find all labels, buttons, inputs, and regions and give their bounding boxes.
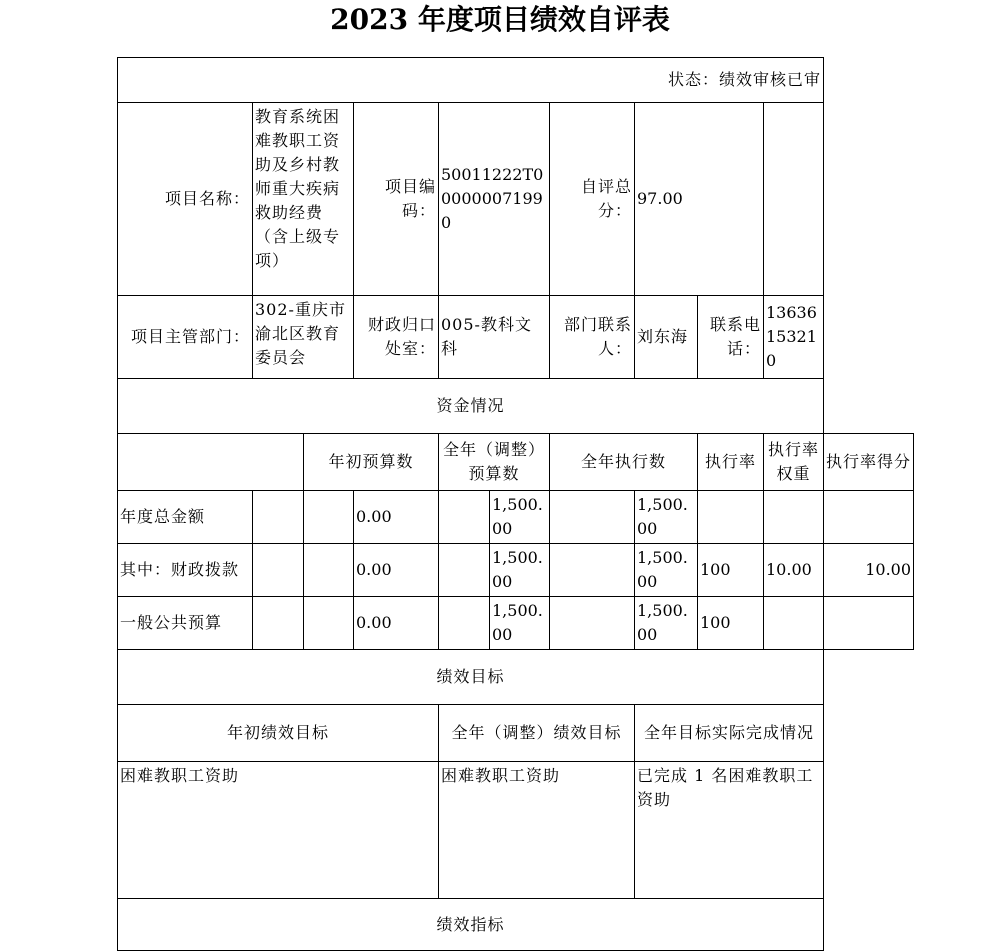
phone-label: 联系电话： (698, 296, 764, 379)
execution-header: 全年执行数 (550, 434, 698, 491)
score-value-cell (824, 597, 914, 650)
initial-goal-value: 困难教职工资助 (118, 762, 439, 899)
finance-value: 005-教科文科 (439, 296, 550, 379)
empty-cell (550, 544, 635, 597)
empty-cell (439, 544, 490, 597)
adjusted-value: 1,500.00 (490, 491, 550, 544)
weight-header: 执行率权重 (764, 434, 824, 491)
empty-cell (439, 491, 490, 544)
weight-value: 10.00 (764, 544, 824, 597)
execution-value: 1,500.00 (635, 597, 698, 650)
initial-budget-header: 年初预算数 (304, 434, 439, 491)
actual-goal-header: 全年目标实际完成情况 (635, 705, 824, 762)
empty-cell (253, 491, 304, 544)
project-name-label: 项目名称： (118, 103, 253, 296)
indicators-section-title: 绩效指标 (118, 899, 824, 951)
project-code-label: 项目编码： (354, 103, 439, 296)
empty-cell (253, 597, 304, 650)
rate-header: 执行率 (698, 434, 764, 491)
initial-goal-header: 年初绩效目标 (118, 705, 439, 762)
initial-value: 0.00 (354, 597, 439, 650)
dept-value: 302-重庆市渝北区教育委员会 (253, 296, 354, 379)
score-value-cell: 10.00 (824, 544, 914, 597)
status-text: 状态：绩效审核已审 (118, 58, 824, 103)
empty-cell (253, 544, 304, 597)
empty-cell (550, 491, 635, 544)
page-title: 2023 年度项目绩效自评表 (330, 3, 670, 36)
rate-value (698, 491, 764, 544)
adjusted-budget-header: 全年（调整）预算数 (439, 434, 550, 491)
score-label: 自评总分： (550, 103, 635, 296)
funds-row-label: 一般公共预算 (118, 597, 253, 650)
execution-value: 1,500.00 (635, 491, 698, 544)
actual-goal-value: 已完成 1 名困难教职工资助 (635, 762, 824, 899)
score-value-cell (824, 491, 914, 544)
goals-section-title: 绩效目标 (118, 650, 824, 705)
empty-cell (304, 544, 354, 597)
phone-value: 13636153210 (764, 296, 824, 379)
self-evaluation-table (117, 57, 914, 951)
execution-value: 1,500.00 (635, 544, 698, 597)
empty-cell (304, 597, 354, 650)
finance-label: 财政归口处室： (354, 296, 439, 379)
dept-label: 项目主管部门： (118, 296, 253, 379)
funds-row-label: 年度总金额 (118, 491, 253, 544)
funds-row-label: 其中：财政拨款 (118, 544, 253, 597)
score-value: 97.00 (635, 103, 764, 296)
empty-cell (764, 103, 824, 296)
table-row (118, 491, 914, 544)
adjusted-goal-header: 全年（调整）绩效目标 (439, 705, 635, 762)
score-header: 执行率得分 (824, 434, 914, 491)
adjusted-goal-value: 困难教职工资助 (439, 762, 635, 899)
adjusted-value: 1,500.00 (490, 597, 550, 650)
weight-value (764, 597, 824, 650)
table-row (118, 597, 914, 650)
rate-value: 100 (698, 544, 764, 597)
table-row (118, 544, 914, 597)
funds-header-blank (118, 434, 304, 491)
adjusted-value: 1,500.00 (490, 544, 550, 597)
weight-value (764, 491, 824, 544)
empty-cell (304, 491, 354, 544)
empty-cell (439, 597, 490, 650)
rate-value: 100 (698, 597, 764, 650)
project-code-value: 50011222T000000071990 (439, 103, 550, 296)
initial-value: 0.00 (354, 544, 439, 597)
initial-value: 0.00 (354, 491, 439, 544)
funds-section-title: 资金情况 (118, 379, 824, 434)
project-name-value: 教育系统困难教职工资助及乡村教师重大疾病救助经费（含上级专项） (253, 103, 354, 296)
contact-value: 刘东海 (635, 296, 698, 379)
empty-cell (550, 597, 635, 650)
contact-label: 部门联系人： (550, 296, 635, 379)
